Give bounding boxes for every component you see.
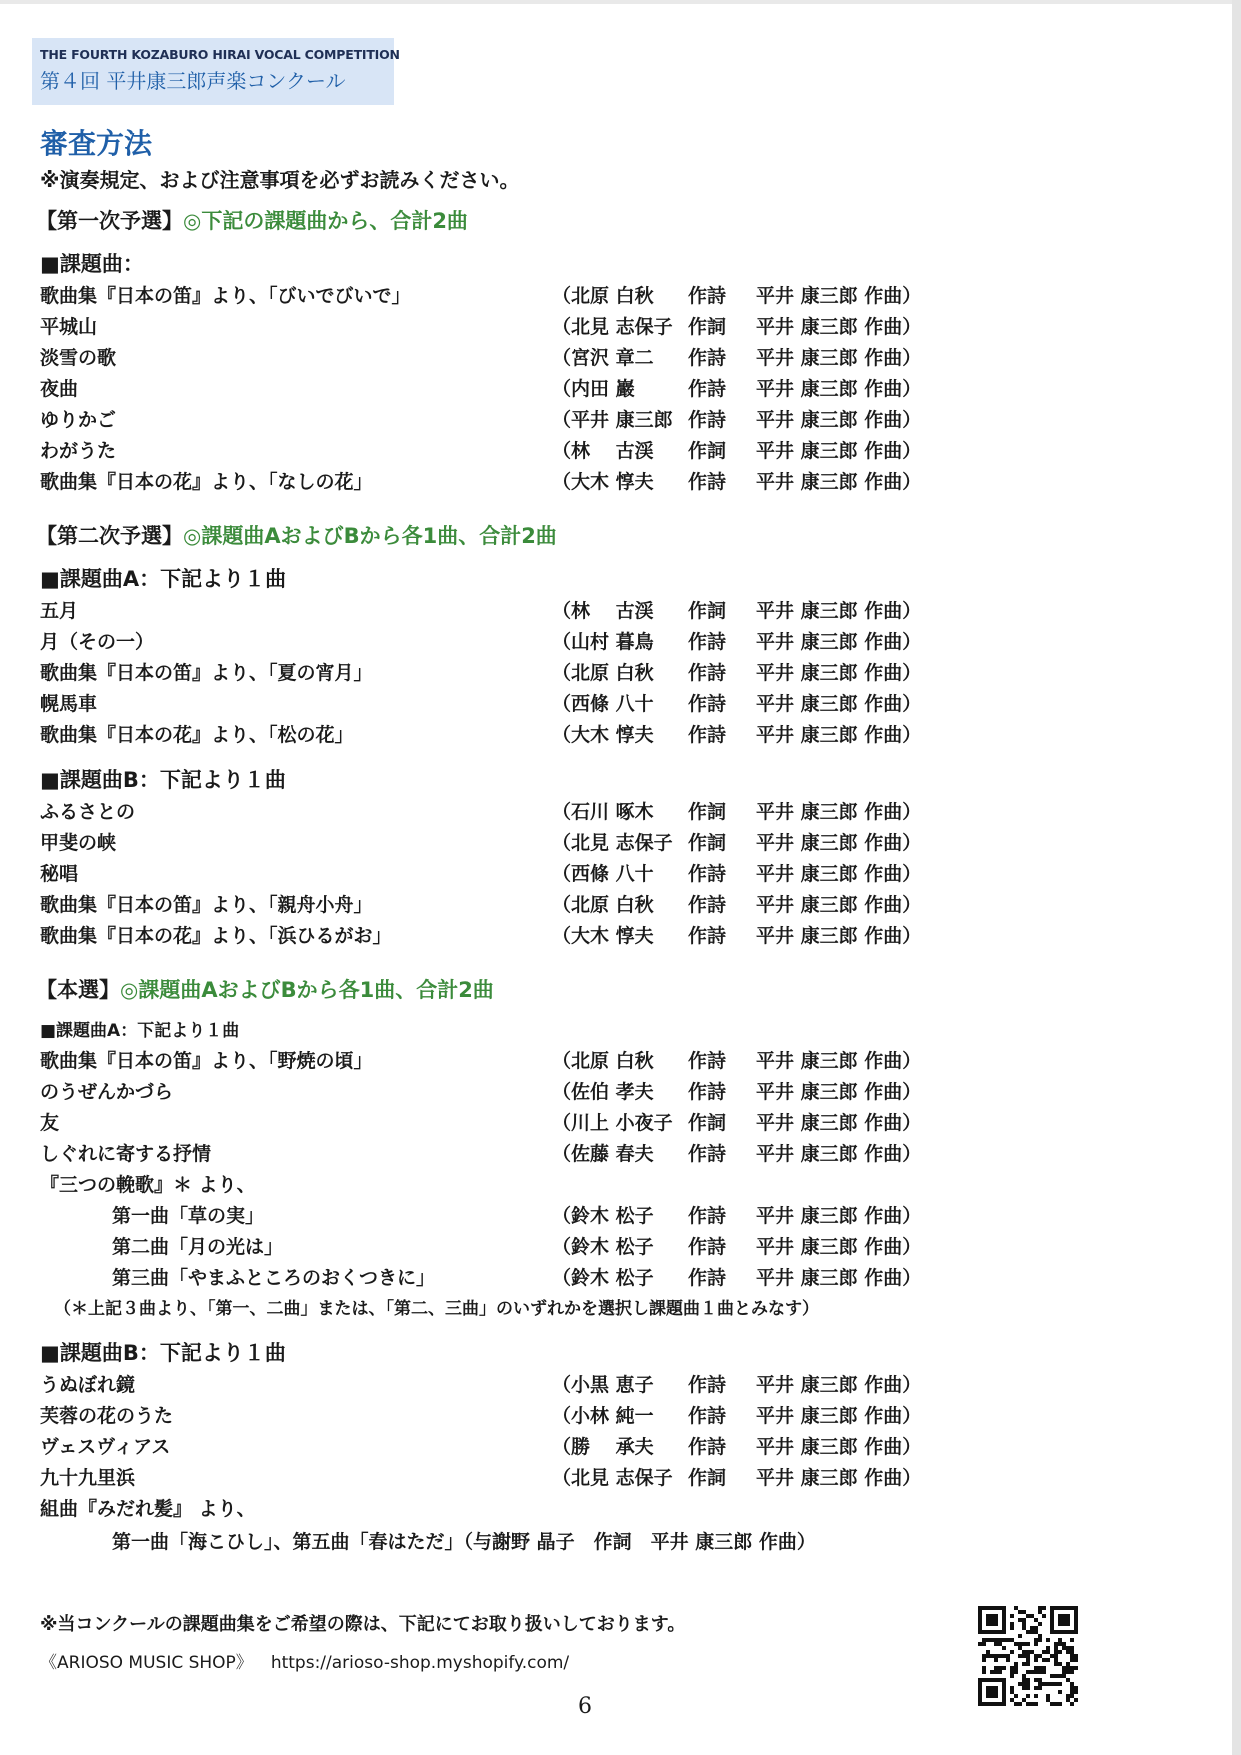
lyricist-role: 作詞 [688,440,727,462]
lyricist: （林 古渓 [552,600,654,622]
lyricist-role: 作詩 [688,631,727,653]
lyricist-role: 作詩 [688,378,727,400]
group-heading: ■課題曲： [40,252,144,276]
song-credit [552,627,921,658]
lyricist: （佐伯 孝夫 [552,1081,654,1103]
song-title: 甲斐の峡 [40,832,117,854]
composer: 平井 康三郎 作曲） [756,832,922,854]
lyricist-role: 作詞 [688,316,727,338]
song-title: 組曲『みだれ髪』 より、 [40,1498,256,1520]
round-spacer [40,510,1200,520]
song-row [40,720,1200,751]
lyricist: （勝 承夫 [552,1436,654,1458]
lyricist-role: 作詩 [688,1405,727,1427]
qr-code-icon[interactable] [978,1606,1078,1706]
song-title: 九十九里浜 [40,1467,136,1489]
song-credit [552,1108,921,1139]
lyricist: （北見 志保子 [552,832,673,854]
song-title: 友 [40,1112,60,1134]
lyricist-role: 作詩 [688,1205,727,1227]
song-credit [552,596,921,627]
lyricist-role: 作詞 [688,1112,727,1134]
song-credit [552,1401,921,1432]
lyricist: （平井 康三郎 [552,409,673,431]
song-row [40,1077,1200,1108]
lyricist: （山村 暮鳥 [552,631,654,653]
song-credit [552,797,921,828]
composer: 平井 康三郎 作曲） [756,925,922,947]
composer: 平井 康三郎 作曲） [756,1236,922,1258]
song-row [40,312,1200,343]
composer: 平井 康三郎 作曲） [756,894,922,916]
song-credit [552,658,921,689]
lyricist-role: 作詩 [688,285,727,307]
song-credit [552,1139,921,1170]
composer: 平井 康三郎 作曲） [756,471,922,493]
composer: 平井 康三郎 作曲） [756,1112,922,1134]
group-heading: ■課題曲B：下記より１曲 [40,768,286,792]
lyricist: （小黒 恵子 [552,1374,654,1396]
song-credit [552,859,921,890]
song-title: 歌曲集『日本の笛』より、「夏の宵月」 [40,662,373,684]
song-title: 平城山 [40,316,98,338]
lyricist-role: 作詩 [688,1436,727,1458]
suite-movements-line: 第一曲「海こひし」、第五曲「春はただ」（与謝野 晶子 作詞 平井 康三郎 作曲） [112,1531,816,1553]
song-title: ヴェスヴィアス [40,1436,171,1458]
song-title: 歌曲集『日本の笛』より、「親舟小舟」 [40,894,373,916]
song-title: 淡雪の歌 [40,347,117,369]
song-title: 芙蓉の花のうた [40,1405,174,1427]
rounds-content [36,205,1200,1571]
song-title: うぬぼれ鏡 [40,1374,136,1396]
notice-text: ※演奏規定、および注意事項を必ずお読みください。 [40,168,520,192]
group-footnote: （＊上記３曲より、「第一、二曲」または、「第二、三曲」のいずれかを選択し課題曲１曲とみなす） [54,1299,819,1319]
lyricist: （北見 志保子 [552,1467,673,1489]
header-english-title: THE FOURTH KOZABURO HIRAI VOCAL COMPETITION [40,47,400,62]
lyricist: （大木 惇夫 [552,471,654,493]
song-title: ふるさとの [40,801,136,823]
lyricist-role: 作詩 [688,409,727,431]
lyricist-role: 作詩 [688,693,727,715]
song-row [40,1494,1200,1525]
song-title: 第一曲「草の実」 [112,1205,265,1227]
song-row [40,859,1200,890]
lyricist: （鈴木 松子 [552,1236,654,1258]
song-title: 『三つの輓歌』＊ より、 [40,1174,256,1196]
round-heading [36,205,1200,237]
lyricist: （北原 白秋 [552,894,654,916]
header-japanese-title: 第４回 平井康三郎声楽コンクール [40,69,346,93]
lyricist-role: 作詩 [688,1267,727,1289]
lyricist: （石川 啄木 [552,801,654,823]
song-title: 歌曲集『日本の花』より、「浜ひるがお」 [40,925,392,947]
lyricist-role: 作詞 [688,832,727,854]
lyricist-role: 作詞 [688,1467,727,1489]
lyricist: （北原 白秋 [552,285,654,307]
song-credit [552,1201,921,1232]
song-credit [552,828,921,859]
song-row [40,689,1200,720]
song-title: のうぜんかづら [40,1081,174,1103]
scan-edge-right [1232,0,1241,1755]
song-row [40,1046,1200,1077]
round-note: ◎下記の課題曲から、合計2曲 [183,209,468,233]
section-title: 審査方法 [40,127,153,160]
song-row [40,1370,1200,1401]
song-row [40,436,1200,467]
song-credit [552,374,921,405]
song-title: しぐれに寄する抒情 [40,1143,212,1165]
song-row [40,797,1200,828]
composer: 平井 康三郎 作曲） [756,409,922,431]
round-name: 【本選】 [36,978,120,1002]
composer: 平井 康三郎 作曲） [756,1374,922,1396]
composer: 平井 康三郎 作曲） [756,1205,922,1227]
song-title: 秘唱 [40,863,79,885]
song-row [40,1139,1200,1170]
song-row [40,1263,1200,1294]
lyricist-role: 作詩 [688,1143,727,1165]
round-heading [36,974,1200,1006]
shop-name: 《ARIOSO MUSIC SHOP》 [40,1653,253,1673]
song-group [40,1336,1200,1559]
lyricist: （鈴木 松子 [552,1267,654,1289]
song-row [40,828,1200,859]
song-group [40,763,1200,952]
lyricist: （内田 巖 [552,378,635,400]
composer: 平井 康三郎 作曲） [756,1050,922,1072]
group-heading: ■課題曲A：下記より１曲 [40,1021,240,1041]
song-row [40,374,1200,405]
composer: 平井 康三郎 作曲） [756,316,922,338]
composer: 平井 康三郎 作曲） [756,801,922,823]
composer: 平井 康三郎 作曲） [756,1081,922,1103]
round-name: 【第二次予選】 [36,524,183,548]
song-title: 夜曲 [40,378,79,400]
lyricist: （西條 八十 [552,863,654,885]
song-row [40,890,1200,921]
lyricist-role: 作詩 [688,471,727,493]
round-name: 【第一次予選】 [36,209,183,233]
song-row [40,921,1200,952]
song-row [40,467,1200,498]
song-credit [552,1232,921,1263]
song-credit [552,921,921,952]
order-note: ※当コンクールの課題曲集をご希望の際は、下記にてお取り扱いしております。 [40,1614,686,1635]
round-note: ◎課題曲AおよびBから各1曲、合計2曲 [183,524,557,548]
lyricist-role: 作詩 [688,1050,727,1072]
composer: 平井 康三郎 作曲） [756,662,922,684]
lyricist-role: 作詞 [688,801,727,823]
lyricist: （大木 惇夫 [552,925,654,947]
song-group [40,1016,1200,1324]
lyricist: （川上 小夜子 [552,1112,673,1134]
song-title: 第三曲「やまふところのおくつきに」 [112,1267,436,1289]
song-credit [552,720,921,751]
song-title: 第二曲「月の光は」 [112,1236,284,1258]
lyricist-role: 作詩 [688,863,727,885]
song-title: 歌曲集『日本の笛』より、「野焼の頃」 [40,1050,373,1072]
composer: 平井 康三郎 作曲） [756,347,922,369]
shop-line [40,1648,587,1673]
song-credit [552,281,921,312]
lyricist-role: 作詩 [688,925,727,947]
lyricist: （大木 惇夫 [552,724,654,746]
lyricist: （佐藤 春夫 [552,1143,654,1165]
composer: 平井 康三郎 作曲） [756,1436,922,1458]
song-title: ゆりかご [40,409,117,431]
song-credit [552,1432,921,1463]
lyricist: （鈴木 松子 [552,1205,654,1227]
composer: 平井 康三郎 作曲） [756,1143,922,1165]
group-heading: ■課題曲A：下記より１曲 [40,567,287,591]
song-credit [552,1370,921,1401]
lyricist-role: 作詩 [688,1081,727,1103]
song-credit [552,1263,921,1294]
song-credit [552,312,921,343]
lyricist-role: 作詩 [688,1236,727,1258]
song-row [40,627,1200,658]
composer: 平井 康三郎 作曲） [756,378,922,400]
lyricist-role: 作詩 [688,347,727,369]
composer: 平井 康三郎 作曲） [756,693,922,715]
round-note: ◎課題曲AおよびBから各1曲、合計2曲 [120,978,494,1002]
lyricist-role: 作詩 [688,662,727,684]
lyricist: （北原 白秋 [552,662,654,684]
song-row [40,343,1200,374]
composer: 平井 康三郎 作曲） [756,1267,922,1289]
lyricist: （小林 純一 [552,1405,654,1427]
scan-edge-top [0,0,1241,4]
song-row [40,1463,1200,1494]
song-title: 歌曲集『日本の花』より、「なしの花」 [40,471,373,493]
group-heading: ■課題曲B：下記より１曲 [40,1341,286,1365]
song-row [40,596,1200,627]
song-credit [552,405,921,436]
lyricist: （北見 志保子 [552,316,673,338]
song-row [40,1170,1200,1201]
composer: 平井 康三郎 作曲） [756,724,922,746]
competition-header [32,38,400,105]
lyricist-role: 作詩 [688,724,727,746]
song-credit [552,890,921,921]
lyricist: （林 古渓 [552,440,654,462]
lyricist-role: 作詩 [688,894,727,916]
song-title: 五月 [40,600,79,622]
lyricist: （西條 八十 [552,693,654,715]
song-row [40,1201,1200,1232]
song-credit [552,1046,921,1077]
song-row [40,1432,1200,1463]
song-credit [552,689,921,720]
song-title: 歌曲集『日本の笛』より、「びいでびいで」 [40,285,411,307]
song-row [40,1401,1200,1432]
song-credit [552,1463,921,1494]
song-title: 歌曲集『日本の花』より、「松の花」 [40,724,354,746]
song-row [40,1108,1200,1139]
song-row [40,405,1200,436]
composer: 平井 康三郎 作曲） [756,1467,922,1489]
composer: 平井 康三郎 作曲） [756,1405,922,1427]
composer: 平井 康三郎 作曲） [756,285,922,307]
song-credit [552,1077,921,1108]
lyricist-role: 作詞 [688,600,727,622]
lyricist: （宮沢 章二 [552,347,654,369]
composer: 平井 康三郎 作曲） [756,440,922,462]
song-group [40,247,1200,498]
page-number: 6 [578,1694,592,1719]
song-row [40,658,1200,689]
song-credit [552,436,921,467]
song-group [40,562,1200,751]
song-credit [552,343,921,374]
composer: 平井 康三郎 作曲） [756,600,922,622]
song-title: 幌馬車 [40,693,98,715]
composer: 平井 康三郎 作曲） [756,631,922,653]
round-heading [36,520,1200,552]
song-title: 月（その一） [40,631,155,653]
composer: 平井 康三郎 作曲） [756,863,922,885]
song-title: わがうた [40,440,117,462]
shop-url-link[interactable]: https://arioso-shop.myshopify.com/ [270,1653,570,1673]
song-row [40,281,1200,312]
song-credit [552,467,921,498]
lyricist-role: 作詩 [688,1374,727,1396]
lyricist: （北原 白秋 [552,1050,654,1072]
round-spacer [40,964,1200,974]
song-row [40,1232,1200,1263]
